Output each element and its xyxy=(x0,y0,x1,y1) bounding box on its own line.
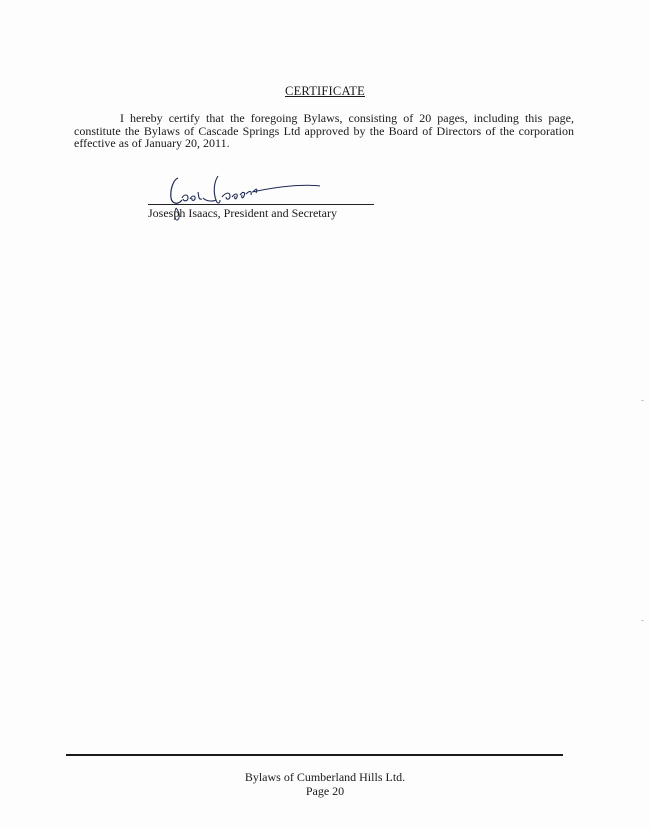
page-footer xyxy=(0,770,650,798)
footer-rule xyxy=(66,754,563,756)
scan-edge-mark xyxy=(641,620,644,621)
scan-edge-mark xyxy=(641,400,644,401)
signature-line xyxy=(148,204,374,205)
footer-page-number: Page 20 xyxy=(305,784,345,798)
handwritten-signature xyxy=(140,168,380,238)
signer-name-title: Josesph Isaacs, President and Secretary xyxy=(148,206,337,220)
certificate-title: CERTIFICATE xyxy=(285,84,365,98)
footer-document-name: Bylaws of Cumberland Hills Ltd. xyxy=(244,770,406,784)
certificate-body: I hereby certify that the foregoing Bylaws, consisting of 20 pages, including this page, constitute the Bylaws of Cascade Springs Ltd approved by the Board of Directors of the corporation effective as of January 20, 2011. xyxy=(74,111,574,150)
